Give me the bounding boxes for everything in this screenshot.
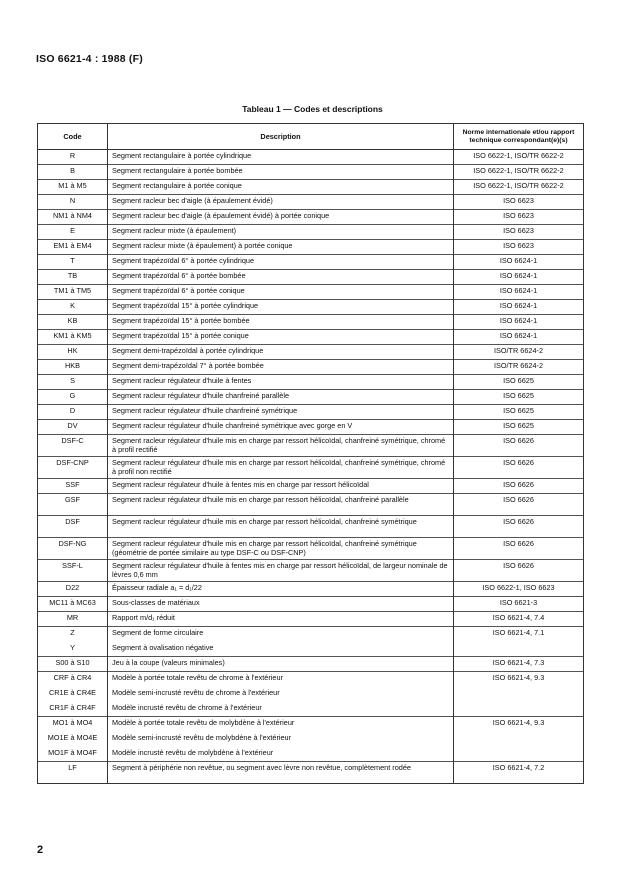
cell-code: T	[38, 255, 108, 270]
cell-description: Segment demi-trapézoïdal à portée cylindrique	[108, 345, 454, 360]
cell-code: MC11 à MC63	[38, 597, 108, 612]
cell-description: Segment racleur régulateur d'huile chanfreiné parallèle	[108, 390, 454, 405]
cell-standard: ISO 6623	[454, 210, 584, 225]
cell-standard: ISO 6626	[454, 479, 584, 494]
cell-code: EM1 à EM4	[38, 240, 108, 255]
cell-code: MR	[38, 612, 108, 627]
cell-code: E	[38, 225, 108, 240]
cell-description: Segment racleur régulateur d'huile à fentes mis en charge par ressort hélicoïdal	[108, 479, 454, 494]
cell-description: Segment trapézoïdal 6° à portée conique	[108, 285, 454, 300]
cell-description: Segment de forme circulaire	[108, 627, 454, 642]
cell-standard: ISO 6621-3	[454, 597, 584, 612]
cell-description: Segment trapézoïdal 15° à portée cylindrique	[108, 300, 454, 315]
cell-standard: ISO 6623	[454, 195, 584, 210]
cell-standard: ISO 6626	[454, 457, 584, 479]
cell-standard	[454, 687, 584, 702]
cell-description: Modèle semi-incrusté revêtu de molybdène à l'extérieur	[108, 732, 454, 747]
cell-code: CRF à CR4	[38, 672, 108, 687]
table-row	[38, 657, 584, 672]
cell-code: N	[38, 195, 108, 210]
table-row	[38, 420, 584, 435]
cell-standard: ISO/TR 6624-2	[454, 360, 584, 375]
cell-standard: ISO/TR 6624-2	[454, 345, 584, 360]
table-row	[38, 405, 584, 420]
cell-standard: ISO 6621-4, 7.4	[454, 612, 584, 627]
cell-code: S	[38, 375, 108, 390]
cell-description: Segment racleur régulateur d'huile chanfreiné symétrique	[108, 405, 454, 420]
table-row	[38, 390, 584, 405]
cell-standard: ISO 6626	[454, 516, 584, 538]
cell-standard: ISO 6624-1	[454, 285, 584, 300]
cell-standard: ISO 6621-4, 7.2	[454, 762, 584, 784]
cell-code: KB	[38, 315, 108, 330]
cell-code: LF	[38, 762, 108, 784]
cell-code: MO1F à MO4F	[38, 747, 108, 762]
cell-description: Jeu à la coupe (valeurs minimales)	[108, 657, 454, 672]
cell-standard: ISO 6625	[454, 420, 584, 435]
table-row	[38, 180, 584, 195]
table-row	[38, 300, 584, 315]
table-row	[38, 762, 584, 784]
cell-standard: ISO 6624-1	[454, 330, 584, 345]
table-row	[38, 702, 584, 717]
table-row	[38, 627, 584, 642]
cell-description: Segment racleur régulateur d'huile mis en charge par ressort hélicoïdal, chanfreiné symétrique, chromé à profil non rectifié	[108, 457, 454, 479]
cell-code: MO1 à MO4	[38, 717, 108, 732]
table-row	[38, 479, 584, 494]
cell-description: Segment trapézoïdal 6° à portée cylindrique	[108, 255, 454, 270]
table-row	[38, 315, 584, 330]
cell-standard	[454, 702, 584, 717]
cell-standard: ISO 6623	[454, 240, 584, 255]
codes-table	[37, 123, 584, 784]
table-row	[38, 195, 584, 210]
table-row	[38, 270, 584, 285]
cell-description: Segment racleur bec d'aigle (à épaulement évidé) à portée conique	[108, 210, 454, 225]
table-row	[38, 360, 584, 375]
cell-code: CR1E à CR4E	[38, 687, 108, 702]
table-row	[38, 457, 584, 479]
cell-standard: ISO 6624-1	[454, 300, 584, 315]
table-row	[38, 538, 584, 560]
cell-code: HKB	[38, 360, 108, 375]
table-row	[38, 747, 584, 762]
header-code: Code	[38, 124, 108, 150]
header-standard: Norme internationale et/ou rapport technique correspondant(e)(s)	[454, 124, 584, 150]
cell-standard: ISO 6622-1, ISO/TR 6622-2	[454, 165, 584, 180]
cell-description: Segment racleur mixte (à épaulement) à portée conique	[108, 240, 454, 255]
cell-code: G	[38, 390, 108, 405]
table-row	[38, 516, 584, 538]
cell-code: SSF-L	[38, 560, 108, 582]
cell-description: Segment rectangulaire à portée cylindrique	[108, 150, 454, 165]
cell-standard: ISO 6626	[454, 494, 584, 516]
cell-description: Segment racleur régulateur d'huile mis en charge par ressort hélicoïdal, chanfreiné parallèle	[108, 494, 454, 516]
cell-description: Segment racleur mixte (à épaulement)	[108, 225, 454, 240]
table-row	[38, 165, 584, 180]
cell-description: Segment racleur régulateur d'huile mis en charge par ressort hélicoïdal, chanfreiné symétrique	[108, 516, 454, 538]
cell-code: K	[38, 300, 108, 315]
cell-code: D	[38, 405, 108, 420]
header-description: Description	[108, 124, 454, 150]
cell-standard: ISO 6622-1, ISO/TR 6622-2	[454, 180, 584, 195]
table-row	[38, 210, 584, 225]
cell-code: B	[38, 165, 108, 180]
table-row	[38, 494, 584, 516]
table-row	[38, 435, 584, 457]
cell-code: GSF	[38, 494, 108, 516]
cell-code: R	[38, 150, 108, 165]
cell-standard: ISO 6624-1	[454, 270, 584, 285]
cell-standard: ISO 6621-4, 7.1	[454, 627, 584, 642]
cell-description: Segment rectangulaire à portée conique	[108, 180, 454, 195]
cell-code: DSF-NG	[38, 538, 108, 560]
cell-description: Segment trapézoïdal 15° à portée conique	[108, 330, 454, 345]
cell-code: MO1E à MO4E	[38, 732, 108, 747]
table-row	[38, 150, 584, 165]
table-row	[38, 255, 584, 270]
cell-description: Segment trapézoïdal 15° à portée bombée	[108, 315, 454, 330]
cell-code: S00 à S10	[38, 657, 108, 672]
cell-description: Segment à périphérie non revêtue, ou segment avec lèvre non revêtue, complètement rodée	[108, 762, 454, 784]
cell-description: Segment à ovalisation négative	[108, 642, 454, 657]
cell-description: Modèle à portée totale revêtu de molybdène à l'extérieur	[108, 717, 454, 732]
table-row	[38, 225, 584, 240]
cell-code: DSF-C	[38, 435, 108, 457]
cell-standard: ISO 6621-4, 9.3	[454, 717, 584, 732]
table-row	[38, 642, 584, 657]
cell-description: Segment trapézoïdal 6° à portée bombée	[108, 270, 454, 285]
table-row	[38, 330, 584, 345]
table-row	[38, 732, 584, 747]
cell-description: Segment racleur régulateur d'huile chanfreiné symétrique avec gorge en V	[108, 420, 454, 435]
cell-standard	[454, 747, 584, 762]
table-caption: Tableau 1 — Codes et descriptions	[242, 104, 383, 114]
table-row	[38, 560, 584, 582]
cell-code: HK	[38, 345, 108, 360]
cell-code: DV	[38, 420, 108, 435]
cell-standard: ISO 6623	[454, 225, 584, 240]
table-row	[38, 345, 584, 360]
cell-description: Segment racleur régulateur d'huile mis en charge par ressort hélicoïdal, chanfreiné symétrique (géométrie de portée similaire au type DSF-C ou DSF-CNP)	[108, 538, 454, 560]
cell-standard: ISO 6621-4, 9.3	[454, 672, 584, 687]
table-row	[38, 582, 584, 597]
cell-description: Sous-classes de matériaux	[108, 597, 454, 612]
table-row	[38, 375, 584, 390]
table-row	[38, 597, 584, 612]
cell-description: Segment racleur bec d'aigle (à épaulement évidé)	[108, 195, 454, 210]
cell-description: Segment rectangulaire à portée bombée	[108, 165, 454, 180]
cell-standard: ISO 6622-1, ISO/TR 6622-2	[454, 150, 584, 165]
cell-description: Segment racleur régulateur d'huile à fentes mis en charge par ressort hélicoïdal, de largeur nominale de lèvres 0,6 mm	[108, 560, 454, 582]
document-header: ISO 6621-4 : 1988 (F)	[36, 53, 143, 65]
cell-description: Épaisseur radiale a₁ = d₁/22	[108, 582, 454, 597]
cell-standard: ISO 6622-1, ISO 6623	[454, 582, 584, 597]
cell-code: SSF	[38, 479, 108, 494]
table-row	[38, 672, 584, 687]
cell-description: Segment racleur régulateur d'huile mis en charge par ressort hélicoïdal, chanfreiné symétrique, chromé à profil rectifié	[108, 435, 454, 457]
cell-standard: ISO 6621-4, 7.3	[454, 657, 584, 672]
cell-code: TM1 à TM5	[38, 285, 108, 300]
cell-code: TB	[38, 270, 108, 285]
cell-description: Modèle semi-incrusté revêtu de chrome à l'extérieur	[108, 687, 454, 702]
cell-standard: ISO 6625	[454, 375, 584, 390]
cell-code: DSF	[38, 516, 108, 538]
cell-code: Y	[38, 642, 108, 657]
cell-standard	[454, 732, 584, 747]
cell-code: M1 à M5	[38, 180, 108, 195]
cell-code: Z	[38, 627, 108, 642]
cell-standard	[454, 642, 584, 657]
cell-code: DSF-CNP	[38, 457, 108, 479]
cell-code: KM1 à KM5	[38, 330, 108, 345]
cell-description: Rapport m/d₁ réduit	[108, 612, 454, 627]
cell-standard: ISO 6626	[454, 435, 584, 457]
cell-description: Modèle à portée totale revêtu de chrome à l'extérieur	[108, 672, 454, 687]
cell-standard: ISO 6624-1	[454, 255, 584, 270]
table-row	[38, 240, 584, 255]
cell-description: Modèle incrusté revêtu de molybdène à l'extérieur	[108, 747, 454, 762]
table-row	[38, 285, 584, 300]
cell-description: Segment racleur régulateur d'huile à fentes	[108, 375, 454, 390]
table-row	[38, 717, 584, 732]
cell-standard: ISO 6625	[454, 390, 584, 405]
cell-standard: ISO 6625	[454, 405, 584, 420]
cell-standard: ISO 6624-1	[454, 315, 584, 330]
page-number: 2	[37, 844, 44, 856]
cell-code: CR1F à CR4F	[38, 702, 108, 717]
cell-code: NM1 à NM4	[38, 210, 108, 225]
table-row	[38, 687, 584, 702]
table-row	[38, 612, 584, 627]
cell-description: Modèle incrusté revêtu de chrome à l'extérieur	[108, 702, 454, 717]
cell-description: Segment demi-trapézoïdal 7° à portée bombée	[108, 360, 454, 375]
cell-standard: ISO 6626	[454, 538, 584, 560]
cell-code: D22	[38, 582, 108, 597]
cell-standard: ISO 6626	[454, 560, 584, 582]
